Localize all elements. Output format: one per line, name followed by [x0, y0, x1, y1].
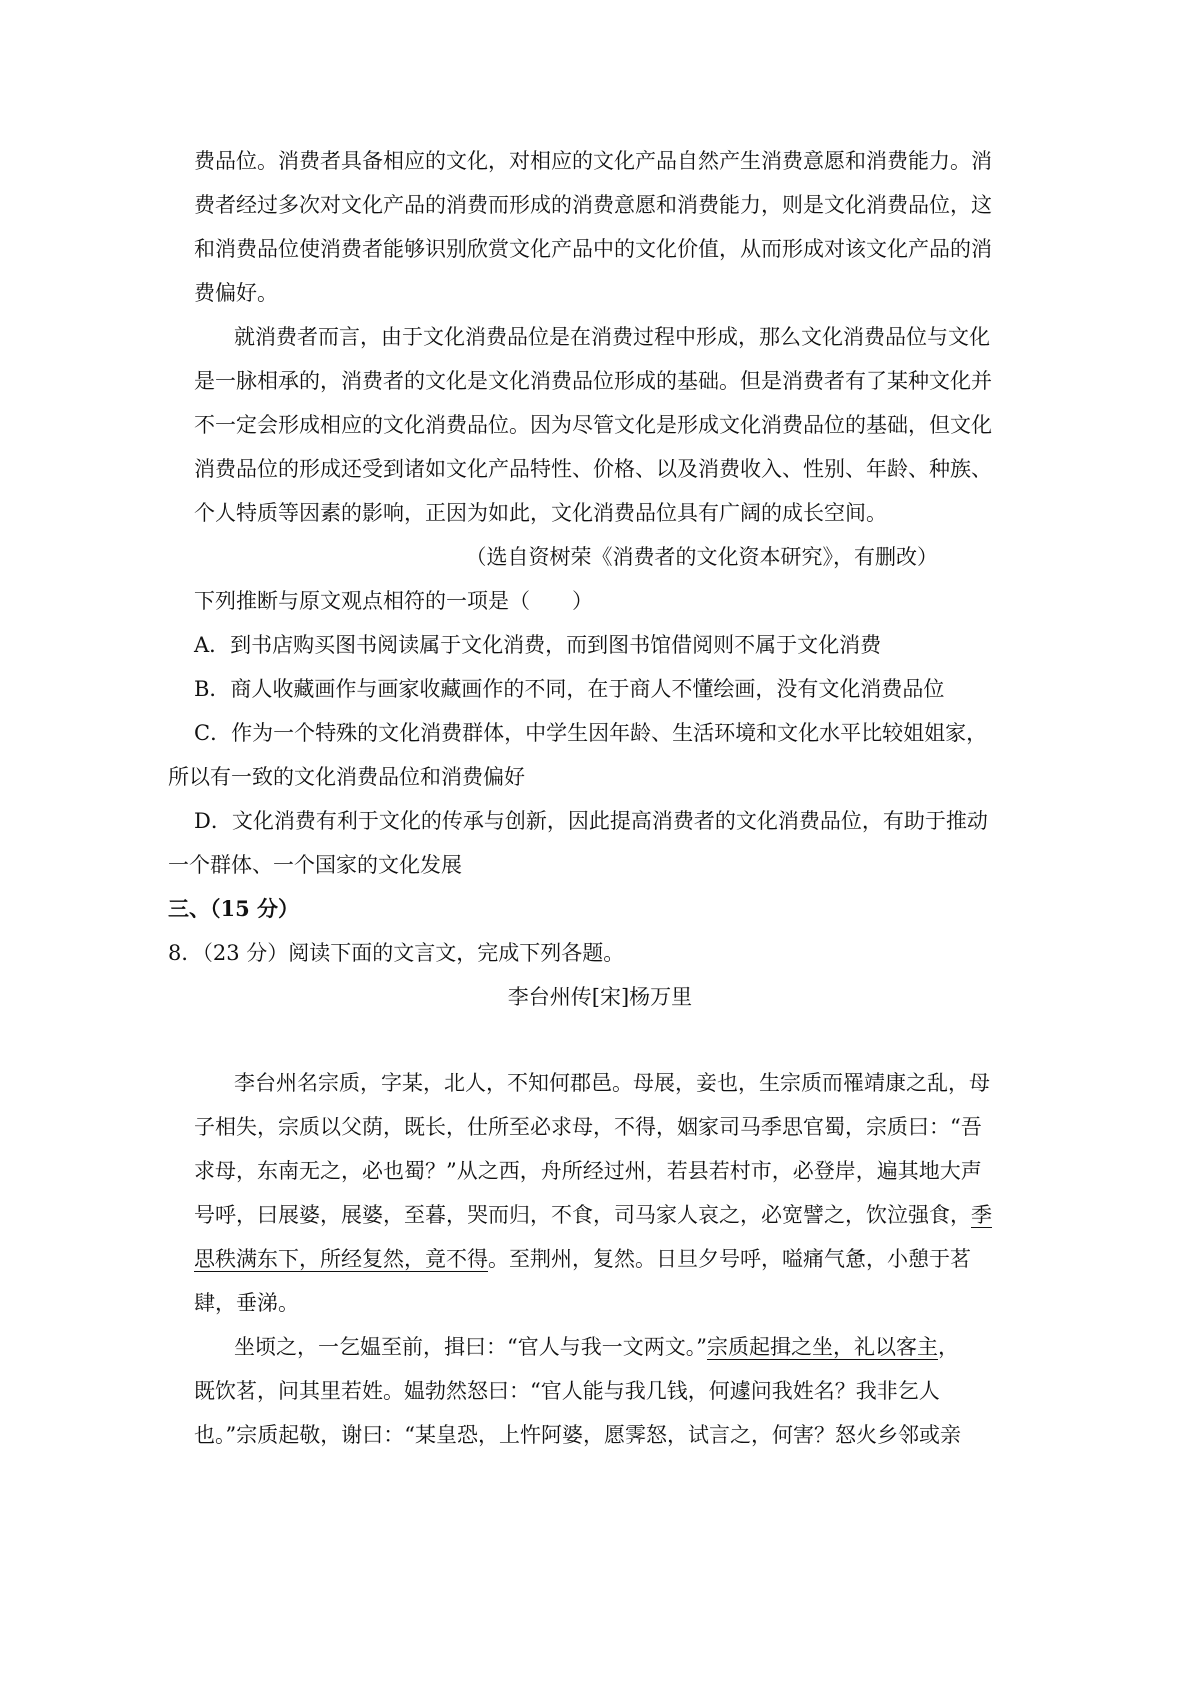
classical-text-title: 李台州传[宋]杨万里: [507, 985, 693, 1009]
question-8-stem: 8．（23 分）阅读下面的文言文，完成下列各题。: [168, 941, 625, 965]
passage-line: 就消费者而言，由于文化消费品位是在消费过程中形成，那么文化消费品位与文化: [234, 325, 990, 349]
option-c: C．作为一个特殊的文化消费群体，中学生因年龄、生活环境和文化水平比较姐姐家，: [194, 721, 988, 745]
passage-line: 不一定会形成相应的文化消费品位。因为尽管文化是形成文化消费品位的基础，但文化: [194, 413, 992, 437]
classical-text: 号呼，曰展婆，展婆，至暮，哭而归，不食，司马家人哀之，必宽譬之，饮泣强食，: [194, 1203, 971, 1227]
classical-line: 李台州名宗质，字某，北人，不知何郡邑。母展，妾也，生宗质而罹靖康之乱，母: [234, 1071, 990, 1095]
source-citation: （选自资树荣《消费者的文化资本研究》，有删改）: [465, 545, 938, 569]
classical-text: 。至荆州，复然。日旦夕号呼，嗌痛气惫，小憩于茗: [488, 1247, 971, 1271]
classical-line: [234, 1332, 959, 1362]
passage-line: 个人特质等因素的影响，正因为如此，文化消费品位具有广阔的成长空间。: [194, 501, 887, 525]
option-c-continued: 所以有一致的文化消费品位和消费偏好: [168, 765, 525, 789]
option-d: D．文化消费有利于文化的传承与创新，因此提高消费者的文化消费品位，有助于推动: [194, 809, 988, 833]
passage-line: 费偏好。: [194, 281, 278, 305]
question-stem: 下列推断与原文观点相符的一项是（ ）: [194, 589, 593, 613]
classical-line: 求母，东南无之，必也蜀？”从之西，舟所经过州，若县若村市，必登岸，遍其地大声: [194, 1159, 982, 1183]
option-b: B．商人收藏画作与画家收藏画作的不同，在于商人不懂绘画，没有文化消费品位: [194, 677, 945, 701]
passage-line: 和消费品位使消费者能够识别欣赏文化产品中的文化价值，从而形成对该文化产品的消: [194, 237, 992, 261]
underlined-sentence: 宗质起揖之坐，礼以客主: [706, 1335, 938, 1359]
passage-line: 消费品位的形成还受到诸如文化产品特性、价格、以及消费收入、性别、年龄、种族、: [194, 457, 992, 481]
option-a: A．到书店购买图书阅读属于文化消费，而到图书馆借阅则不属于文化消费: [194, 633, 882, 657]
section-heading: 三、（15 分）: [168, 896, 300, 921]
classical-text: ，: [937, 1335, 959, 1359]
classical-line: 子相失，宗质以父荫，既长，仕所至必求母，不得，姻家司马季思官蜀，宗质曰：“吾: [194, 1115, 982, 1139]
passage-line: 是一脉相承的，消费者的文化是文化消费品位形成的基础。但是消费者有了某种文化并: [194, 369, 992, 393]
classical-text: 坐顷之，一乞媪至前，揖曰：“官人与我一文两文。”: [234, 1335, 707, 1359]
passage-line: 费者经过多次对文化产品的消费而形成的消费意愿和消费能力，则是文化消费品位，这: [194, 193, 992, 217]
classical-line: 既饮茗，问其里若姓。媪勃然怒曰：“官人能与我几钱，何遽问我姓名？我非乞人: [194, 1379, 940, 1403]
underlined-sentence: 季: [971, 1203, 992, 1227]
classical-line: 肆，垂涕。: [194, 1291, 299, 1315]
classical-line: [194, 1244, 971, 1274]
passage-line: 费品位。消费者具备相应的文化，对相应的文化产品自然产生消费意愿和消费能力。消: [194, 149, 992, 173]
underlined-sentence: 思秩满东下，所经复然，竟不得: [194, 1247, 488, 1271]
classical-line: 也。”宗质起敬，谢曰：“某皇恐，上忤阿婆，愿霁怒，试言之，何害？怒火乡邻或亲: [194, 1423, 961, 1447]
option-d-continued: 一个群体、一个国家的文化发展: [168, 853, 462, 877]
classical-line: [194, 1200, 992, 1230]
